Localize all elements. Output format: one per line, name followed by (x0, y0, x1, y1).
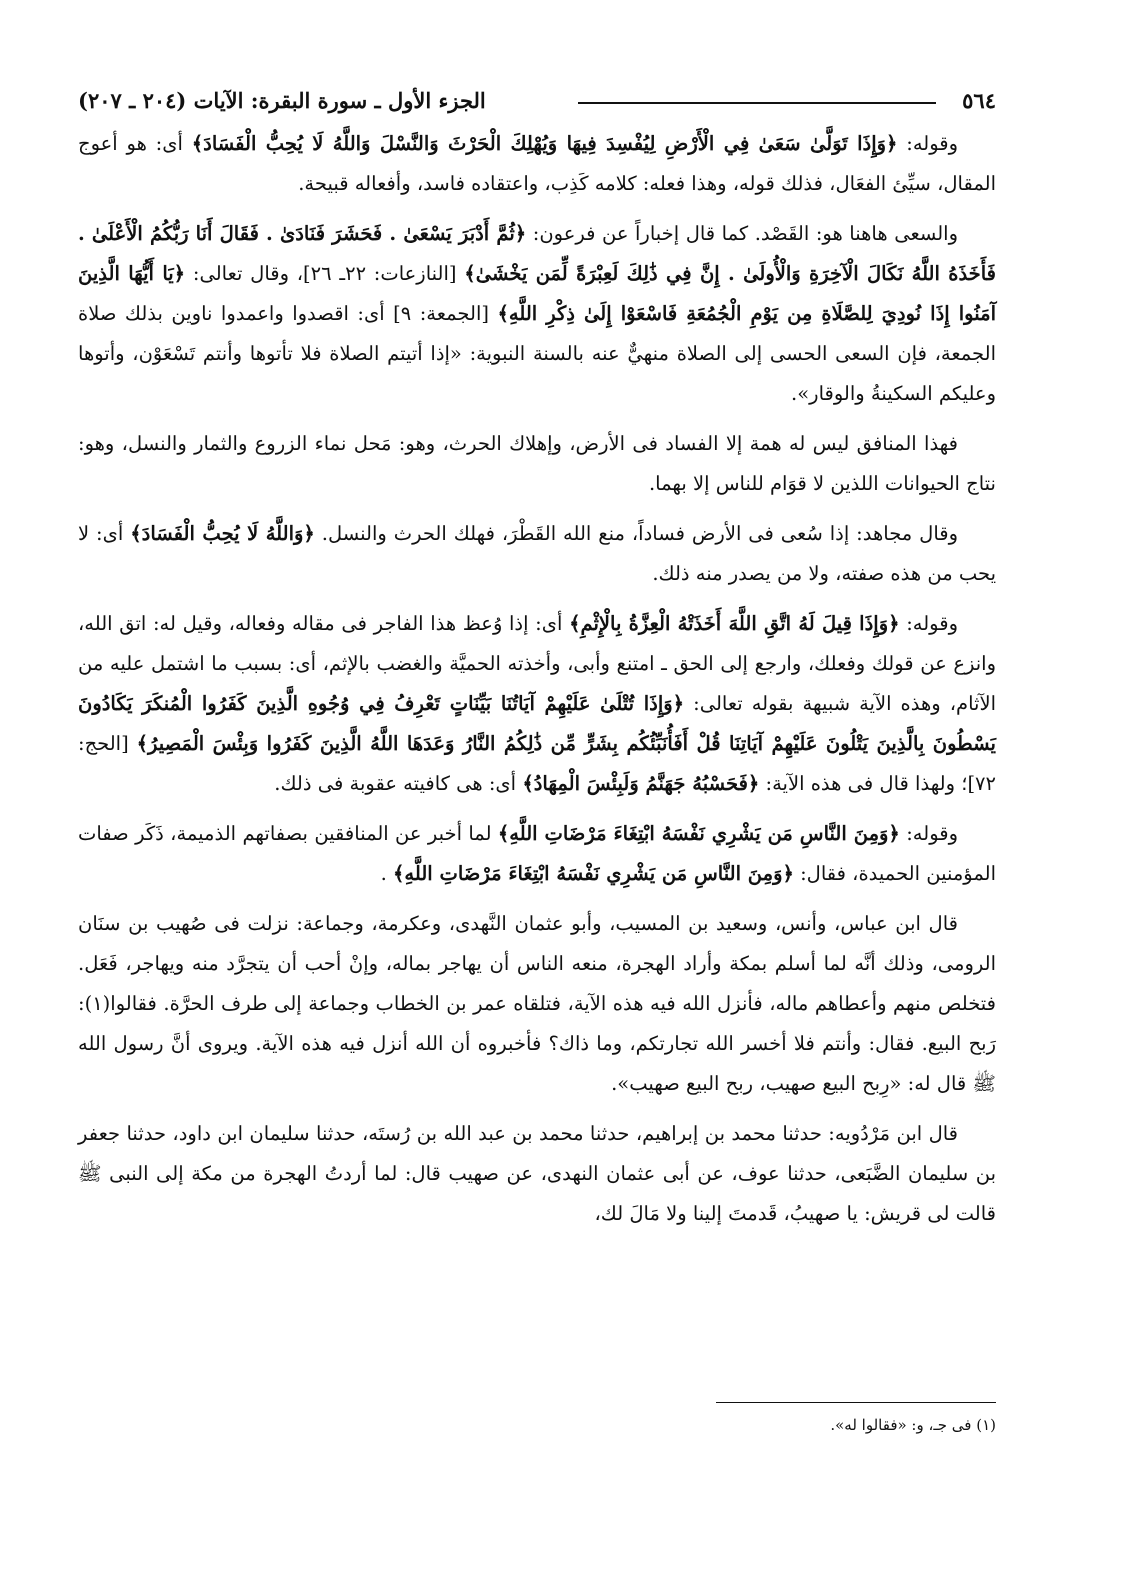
paragraph-1 (78, 124, 996, 204)
text: والسعى هاهنا هو: القَصْد. كما قال إخباراً عن فرعون: (532, 222, 959, 245)
paragraph-4 (78, 514, 996, 594)
body-text (78, 124, 996, 1234)
text: قال ابن عباس، وأنس، وسعيد بن المسيب، وأبو عثمان النَّهدى، وعكرمة، وجماعة: نزلت فى صُهيب بن سنَان الرومى، وذلك أنَّه لما أسلم بمكة وأراد الهجرة، منعه الناس أن يهاجر بماله، وإنْ أحب أن يتجرَّد منه ويهاجر، فَعَل. فتخلص منهم وأعطاهم ماله، فأنزل الله فيه هذه الآية، فتلقاه عمر بن الخطاب وجماعة إلى طرف الحرَّة. فقالوا(١): رَبح البيع. فقال: وأنتم فلا أخسر الله تجارتكم، وما ذاك؟ فأخبروه أن الله أنزل فيه هذه الآية. ويروى أنَّ رسول الله ﷺ قال له: «رِبح البيع صهيب، ربح البيع صهيب». (78, 912, 996, 1095)
quran-verse: ﴿ثُمَّ أَدْبَرَ يَسْعَىٰ . فَحَشَرَ فَنَادَىٰ . فَقَالَ أَنَا رَبُّكُمُ الْأَعْلَىٰ . فَأَخَذَهُ اللَّهُ نَكَالَ الْآخِرَةِ وَالْأُولَىٰ . إِنَّ فِي ذَٰلِكَ لَعِبْرَةً لِّمَن يَخْشَىٰ﴾ (78, 222, 996, 285)
text: [النازعات: ٢٢ـ ٢٦]، وقال تعالى: (192, 262, 457, 285)
text: قال ابن مَرْدُويه: حدثنا محمد بن إبراهيم، حدثنا محمد بن عبد الله بن رُستَه، حدثنا سليمان ابن داود، حدثنا جعفر بن سليمان الضَّبَعى، حدثنا عوف، عن أبى عثمان النهدى، عن صهيب قال: لما أردتُ الهجرة من مكة إلى النبى ﷺ قالت لى قريش: يا صهيبُ، قَدمتَ إلينا ولا مَالَ لك، (78, 1122, 996, 1225)
text: وقوله: (906, 612, 958, 635)
quran-verse: ﴿وَاللَّهُ لَا يُحِبُّ الْفَسَادَ﴾ (130, 522, 315, 545)
text: . (380, 862, 387, 885)
text: وقوله: (906, 822, 959, 845)
text: وقال مجاهد: إذا سُعى فى الأرض فساداً، منع الله القَطْرَ، فهلك الحرث والنسل. (321, 522, 958, 545)
paragraph-3 (78, 424, 996, 504)
page-header (78, 82, 996, 122)
footnote: (١) فى جـ، و: «فقالوا له». (830, 1416, 996, 1434)
quran-verse: ﴿وَمِنَ النَّاسِ مَن يَشْرِي نَفْسَهُ ابْتِغَاءَ مَرْضَاتِ اللَّهِ﴾ (497, 822, 900, 845)
paragraph-5 (78, 604, 996, 804)
footnote-rule (716, 1402, 996, 1403)
text: أى: إذا وُعظ هذا الفاجر فى مقاله وفعاله، وقيل له: اتق الله، وانزع عن قولك وفعلك، وارجع إلى الحق ـ امتنع وأبى، وأخذته الحميَّة والغضب بالإثم، أى: بسبب ما اشتمل عليه من الآثام، وهذه الآية شبيهة بقوله تعالى: (78, 612, 997, 715)
quran-verse: ﴿وَإِذَا تُتْلَىٰ عَلَيْهِمْ آيَاتُنَا بَيِّنَاتٍ تَعْرِفُ فِي وُجُوهِ الَّذِينَ كَفَرُوا الْمُنكَرَ يَكَادُونَ يَسْطُونَ بِالَّذِينَ يَتْلُونَ عَلَيْهِمْ آيَاتِنَا قُلْ أَفَأُنَبِّئُكُم بِشَرٍّ مِّن ذَٰلِكُمُ النَّارُ وَعَدَهَا اللَّهُ الَّذِينَ كَفَرُوا وَبِئْسَ الْمَصِيرُ﴾ (78, 692, 996, 755)
header-rule (578, 102, 936, 104)
quran-verse: ﴿وَإِذَا تَوَلَّىٰ سَعَىٰ فِي الْأَرْضِ لِيُفْسِدَ فِيهَا وَيُهْلِكَ الْحَرْثَ وَالنَّسْلَ وَاللَّهُ لَا يُحِبُّ الْفَسَادَ﴾ (191, 132, 898, 155)
text: فهذا المنافق ليس له همة إلا الفساد فى الأرض، وإهلاك الحرث، وهو: مَحل نماء الزروع والثمار والنسل، وهو: نتاج الحيوانات اللذين لا قوَام للناس إلا بهما. (78, 432, 996, 495)
page-number: ٥٦٤ (962, 88, 996, 113)
text: أى: هو أعوج المقال، سيِّئ الفعَال، فذلك قوله، وهذا فعله: كلامه كَذِب، واعتقاده فاسد، وأفعاله قبيحة. (78, 132, 996, 195)
text: [الحج: ٧٢]؛ ولهذا قال فى هذه الآية: (78, 732, 996, 795)
text: أى: هى كافيته عقوبة فى ذلك. (274, 772, 517, 795)
paragraph-7 (78, 904, 996, 1104)
page (78, 82, 996, 1562)
text: [الجمعة: ٩] أى: اقصدوا واعمدوا ناوين بذلك صلاة الجمعة، فإن السعى الحسى إلى الصلاة منهيٌّ عنه بالسنة النبوية: «إذا أتيتم الصلاة فلا تأتوها وأنتم تَسْعَوْن، وأتوها وعليكم السكينةُ والوقار». (78, 302, 996, 405)
quran-verse: ﴿وَإِذَا قِيلَ لَهُ اتَّقِ اللَّهَ أَخَذَتْهُ الْعِزَّةُ بِالْإِثْمِ﴾ (569, 612, 900, 635)
quran-verse: ﴿يَا أَيُّهَا الَّذِينَ آمَنُوا إِذَا نُودِيَ لِلصَّلَاةِ مِن يَوْمِ الْجُمُعَةِ فَاسْعَوْا إِلَىٰ ذِكْرِ اللَّهِ﴾ (78, 262, 997, 325)
paragraph-2 (78, 214, 996, 414)
quran-verse: ﴿فَحَسْبُهُ جَهَنَّمُ وَلَبِئْسَ الْمِهَادُ﴾ (522, 772, 760, 795)
paragraph-6 (78, 814, 996, 894)
running-title: الجزء الأول ـ سورة البقرة: الآيات (٢٠٤ ـ ٢٠٧) (78, 88, 486, 113)
text: أى: لا يحب من هذه صفته، ولا من يصدر منه ذلك. (78, 522, 996, 585)
quran-verse: ﴿وَمِنَ النَّاسِ مَن يَشْرِي نَفْسَهُ ابْتِغَاءَ مَرْضَاتِ اللَّهِ﴾ (392, 862, 794, 885)
paragraph-8 (78, 1114, 996, 1234)
text: وقوله: (906, 132, 959, 155)
text: لما أخبر عن المنافقين بصفاتهم الذميمة، ذَكَر صفات المؤمنين الحميدة، فقال: (78, 822, 996, 885)
